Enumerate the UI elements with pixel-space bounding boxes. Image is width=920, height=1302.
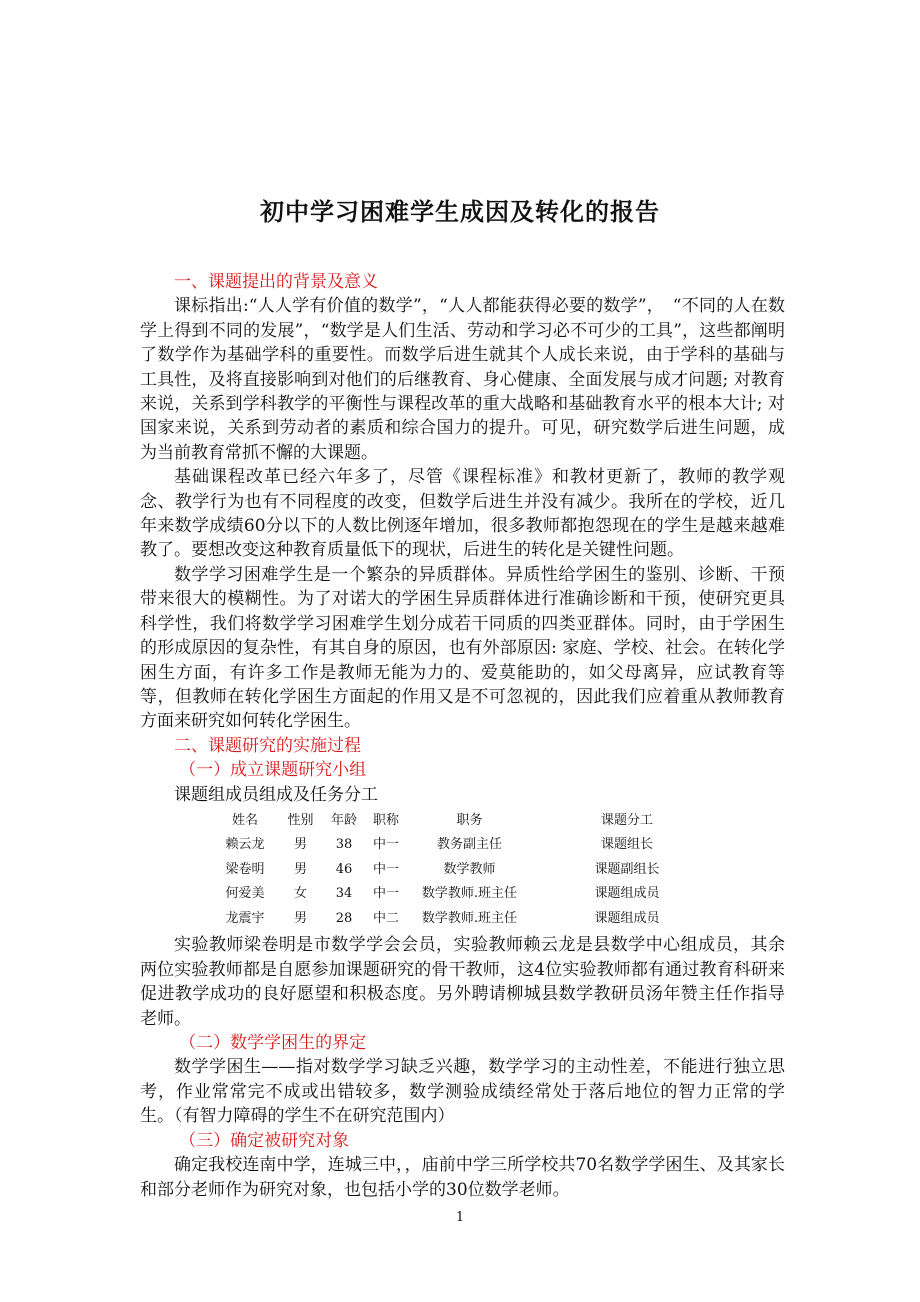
section-2-heading: 二、课题研究的实施过程	[174, 735, 361, 756]
table-cell: 课题组成员	[594, 910, 660, 926]
table-cell: 数学教师.班主任	[421, 910, 518, 926]
page-number: 1	[455, 1210, 465, 1225]
table-cell: 数学教师	[443, 861, 496, 877]
table-cell: 男	[293, 861, 307, 877]
staff-table	[212, 809, 722, 932]
table-cell: 龙震宇	[225, 910, 265, 926]
table-cell: 中一	[372, 861, 399, 877]
table-cell: 中一	[372, 837, 399, 853]
table-cell: 何爱美	[225, 886, 265, 902]
subsection-2-paragraph: 数学学困生——指对数学学习缺乏兴趣，数学学习的主动性差，不能进行独立思考，作业常常完不成或出错较多，数学测验成绩经常处于落后地位的智力正常的学生。（有智力障碍的学生不在研究范围内）	[140, 1057, 785, 1127]
table-cell: 男	[293, 910, 307, 926]
document-body	[140, 270, 785, 1202]
table-cell: 男	[293, 837, 307, 853]
header-cell: 性别	[287, 812, 314, 828]
table-row	[212, 833, 722, 858]
document-title: 初中学习困难学生成因及转化的报告	[260, 198, 660, 226]
section-1-paragraph-2: 基础课程改革已经六年多了，尽管《课程标准》和教材更新了，教师的教学观念、教学行为也有不同程度的改变，但数学后进生并没有减少。我所在的学校，近几年来数学成绩60分以下的人数比例逐年增加，很多教师都抱怨现在的学生是越来越难教了。要想改变这种教育质量低下的现状，后进生的转化是关键性问题。	[140, 467, 785, 561]
table-row	[212, 858, 722, 883]
table-cell: 女	[293, 886, 307, 902]
table-row	[212, 907, 722, 932]
section-1-heading: 一、课题提出的背景及意义	[174, 272, 378, 292]
table-cell: 46	[335, 861, 353, 877]
header-cell: 职务	[456, 812, 483, 828]
table-cell: 赖云龙	[225, 837, 265, 853]
subsection-1-heading: （一）成立课题研究小组	[179, 760, 367, 781]
table-header-row	[212, 809, 722, 834]
table-caption: 课题组成员组成及任务分工	[174, 784, 378, 805]
section-1-paragraph-1: 课标指出:“人人学有价值的数学”，“人人都能获得必要的数学”， “不同的人在数学上得到不同的发展”，“数学是人们生活、劳动和学习必不可少的工具”，这些都阐明了数学作为基础学科的重要性。而数学后进生就其个人成长来说，由于学科的基础与工具性，及将直接影响到对他们的后继教育、身心健康、全面发展与成才问题; 对教育来说，关系到学科教学的平衡性与课程改革的重大战略和基础教育水平的根本大计; 对国家来说，关系到劳动者的素质和综合国力的提升。可见，研究数学后进生问题，成为当前教育常抓不懈的大课题。	[140, 296, 785, 463]
header-cell: 年龄	[330, 812, 357, 828]
subsection-2-heading: （二）数学学困生的界定	[179, 1033, 367, 1054]
table-cell: 34	[335, 886, 353, 902]
header-cell: 姓名	[231, 812, 258, 828]
header-cell: 课题分工	[600, 812, 653, 828]
table-cell: 38	[335, 837, 353, 853]
header-cell: 职称	[372, 812, 399, 828]
table-cell: 28	[335, 910, 353, 926]
table-cell: 梁卷明	[225, 861, 265, 877]
subsection-3-heading: （三）确定被研究对象	[179, 1130, 350, 1151]
table-cell: 课题副组长	[594, 861, 660, 877]
table-cell: 数学教师.班主任	[421, 886, 518, 902]
subsection-1-paragraph: 实验教师梁卷明是市数学学会会员，实验教师赖云龙是县数学中心组成员，其余两位实验教师都是自愿参加课题研究的骨干教师，这4位实验教师都有通过教育科研来促进教学成功的良好愿望和积极态度。另外聘请柳城县数学教研员汤年赞主任作指导老师。	[140, 935, 785, 1029]
table-cell: 中一	[372, 886, 399, 902]
section-1-paragraph-3: 数学学习困难学生是一个繁杂的异质群体。异质性给学困生的鉴别、诊断、干预带来很大的模糊性。为了对诺大的学困生异质群体进行准确诊断和干预，使研究更具科学性，我们将数学学习困难学生划分成若干同质的四类亚群体。同时，由于学困生的形成原因的复杂性，有其自身的原因，也有外部原因: 家庭、学校、社会。在转化学困生方面，有许多工作是教师无能为力的、爱莫能助的，如父母离异，应试教育等等，但教师在转化学困生方面起的作用又是不可忽视的，因此我们应着重从教师教育方面来研究如何转化学困生。	[140, 564, 785, 732]
table-cell: 中二	[372, 910, 399, 926]
table-cell: 课题组成员	[594, 886, 660, 902]
table-cell: 课题组长	[600, 837, 653, 853]
table-cell: 教务副主任	[436, 837, 502, 853]
table-row	[212, 882, 722, 907]
subsection-3-paragraph: 确定我校连南中学，连城三中，，庙前中学三所学校共70名数学学困生、及其家长和部分老师作为研究对象，也包括小学的30位数学老师。	[140, 1155, 785, 1200]
